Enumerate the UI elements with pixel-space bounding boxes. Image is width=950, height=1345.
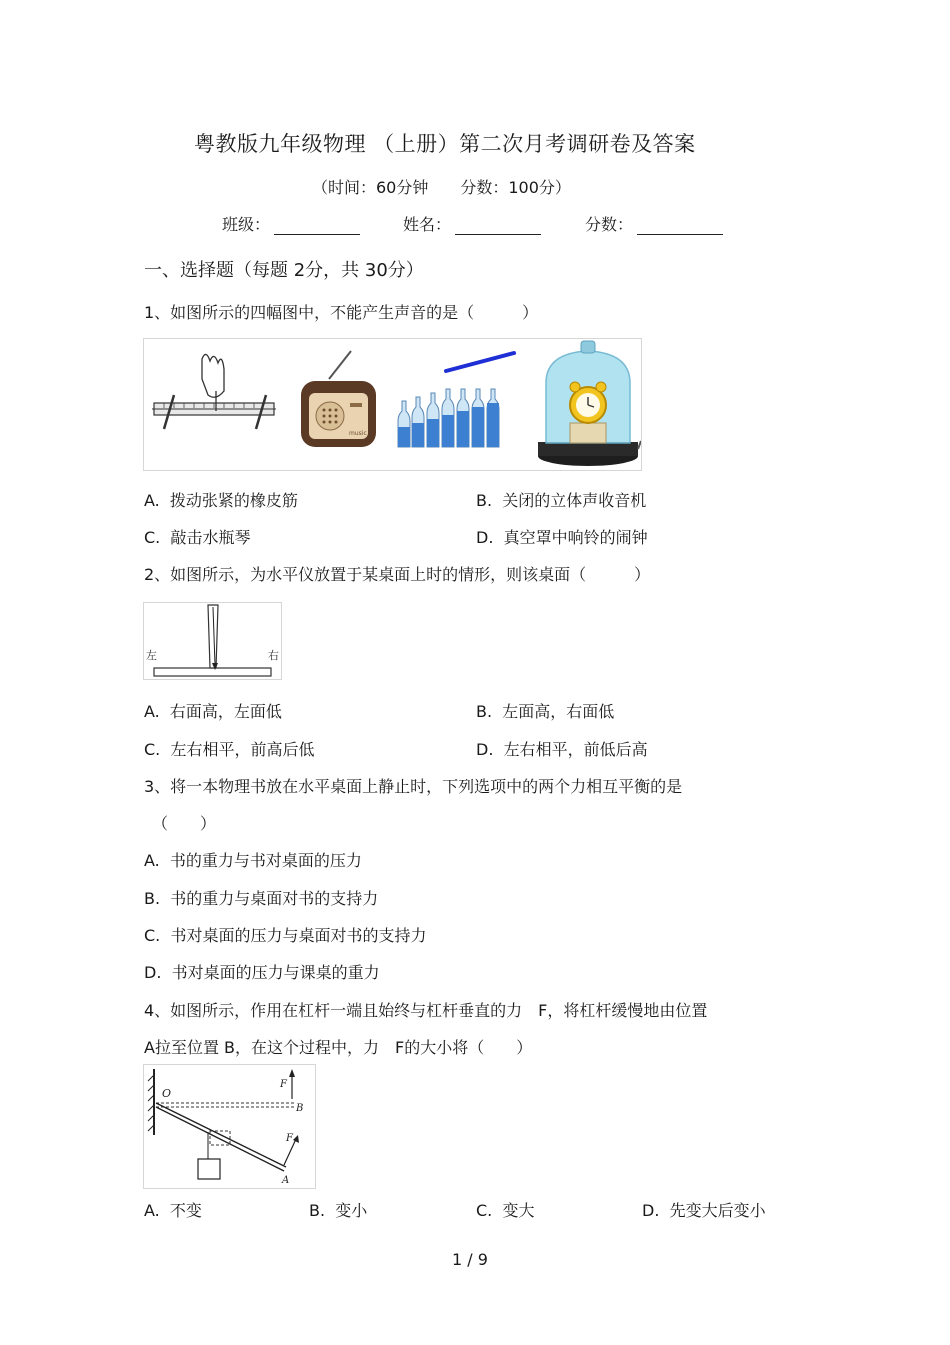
option-letter: D. (144, 963, 162, 982)
class-blank[interactable] (274, 218, 360, 235)
q4-option-c[interactable] (476, 1198, 534, 1221)
q4-option-a[interactable] (144, 1198, 202, 1221)
label-a: A (282, 1175, 290, 1186)
option-text: 左面高，右面低 (502, 702, 615, 721)
level-right-label: 右 (268, 649, 279, 662)
class-label: 班级： (222, 215, 271, 234)
question-4-figure (143, 1064, 316, 1189)
option-text: 书的重力与书对桌面的压力 (169, 851, 362, 870)
option-letter: A. (144, 851, 160, 870)
option-text: 左右相平，前低后高 (503, 740, 648, 759)
option-letter: C. (144, 528, 161, 547)
q1-option-c[interactable] (144, 525, 250, 548)
question-2-figure (143, 602, 282, 680)
option-letter: C. (144, 740, 161, 759)
option-text: 书的重力与桌面对书的支持力 (170, 889, 379, 908)
option-letter: B. (476, 702, 493, 721)
option-letter: A. (144, 702, 160, 721)
option-letter: D. (476, 528, 494, 547)
rubber-band-image (152, 354, 276, 429)
score-label: 分数： (585, 215, 634, 234)
option-text: 关闭的立体声收音机 (502, 491, 647, 510)
option-letter: D. (642, 1201, 660, 1220)
q4-option-b[interactable] (309, 1198, 367, 1221)
radio-label: music (349, 430, 367, 437)
level-left-label: 左 (146, 649, 157, 662)
option-text: 拨动张紧的橡皮筋 (169, 491, 298, 510)
option-text: 左右相平，前高后低 (170, 740, 315, 759)
q1-option-a[interactable] (144, 488, 298, 511)
q2-option-d[interactable] (476, 737, 648, 760)
q2-option-b[interactable] (476, 699, 614, 722)
time-score-info: （时间：60分钟 分数：100分） (312, 178, 571, 197)
q3-option-b[interactable] (144, 886, 378, 909)
water-bottles-image (398, 353, 514, 447)
name-blank[interactable] (455, 218, 541, 235)
q3-option-d[interactable] (144, 960, 380, 983)
option-text: 书对桌面的压力与桌面对书的支持力 (170, 926, 427, 945)
label-f-bottom: F (286, 1133, 293, 1144)
option-letter: D. (476, 740, 494, 759)
q1-option-d[interactable] (476, 525, 648, 548)
question-3-stem: 3、将一本物理书放在水平桌面上静止时，下列选项中的两个力相互平衡的是 (144, 777, 683, 796)
q3-option-c[interactable] (144, 923, 426, 946)
option-letter: C. (144, 926, 161, 945)
option-text: 不变 (169, 1201, 202, 1220)
q1-option-b[interactable] (476, 488, 646, 511)
radio-image (301, 351, 376, 447)
question-2-stem: 2、如图所示，为水平仪放置于某桌面上时的情形，则该桌面（ ） (144, 565, 651, 584)
option-text: 真空罩中响铃的闹钟 (503, 528, 648, 547)
question-3-stem-cont: （ ） (152, 814, 217, 833)
option-text: 书对桌面的压力与课桌的重力 (171, 963, 380, 982)
q2-option-a[interactable] (144, 699, 282, 722)
section-title: 一、选择题（每题 2分，共 30分） (144, 260, 424, 281)
option-letter: B. (476, 491, 493, 510)
option-letter: B. (309, 1201, 326, 1220)
question-1-stem: 1、如图所示的四幅图中，不能产生声音的是（ ） (144, 303, 539, 322)
question-1-figure (143, 338, 642, 471)
option-text: 先变大后变小 (669, 1201, 766, 1220)
label-f-top: F (280, 1079, 287, 1090)
page-number: 1 / 9 (452, 1250, 488, 1269)
question-4-stem: 4、如图所示，作用在杠杆一端且始终与杠杆垂直的力 F，将杠杆缓慢地由位置 (144, 1001, 708, 1020)
label-b: B (296, 1103, 304, 1114)
class-field[interactable] (222, 212, 360, 235)
vacuum-jar-alarm-image (538, 341, 641, 466)
option-text: 变小 (335, 1201, 368, 1220)
option-text: 右面高，左面低 (169, 702, 282, 721)
q3-option-a[interactable] (144, 848, 362, 871)
score-field[interactable] (585, 212, 723, 235)
name-field[interactable] (403, 212, 541, 235)
option-letter: A. (144, 491, 160, 510)
question-4-stem-cont: A拉至位置 B，在这个过程中，力 F的大小将（ ） (144, 1038, 533, 1057)
label-o: O (162, 1087, 172, 1100)
option-letter: B. (144, 889, 161, 908)
option-letter: A. (144, 1201, 160, 1220)
option-letter: C. (476, 1201, 493, 1220)
option-text: 敲击水瓶琴 (170, 528, 251, 547)
score-blank[interactable] (637, 218, 723, 235)
name-label: 姓名： (403, 215, 452, 234)
q4-option-d[interactable] (642, 1198, 766, 1221)
q2-option-c[interactable] (144, 737, 314, 760)
page-title: 粤教版九年级物理 （上册）第二次月考调研卷及答案 (194, 132, 696, 156)
option-text: 变大 (502, 1201, 535, 1220)
